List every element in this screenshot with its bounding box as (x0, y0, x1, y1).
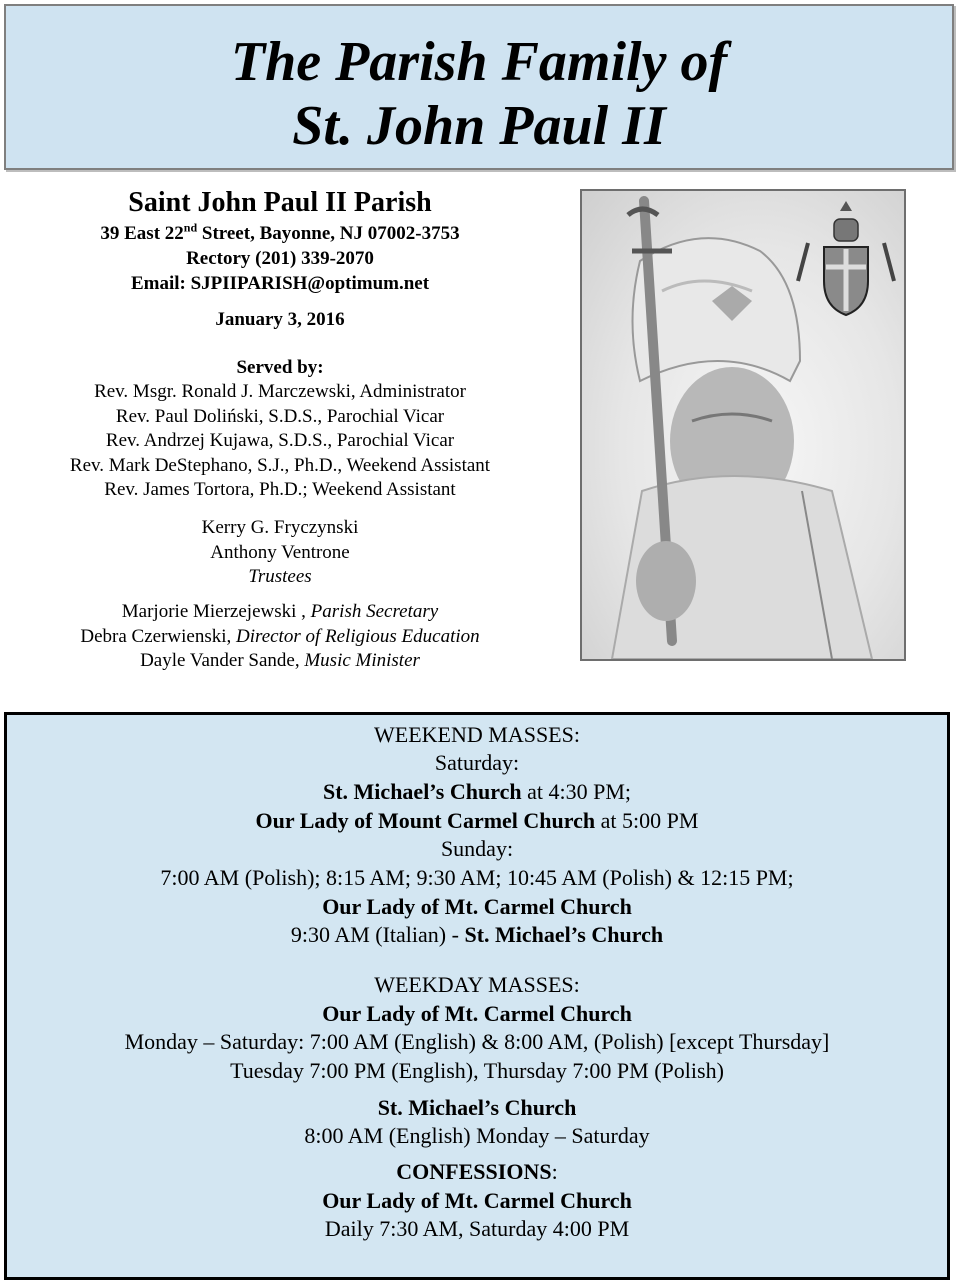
title-banner (4, 4, 954, 170)
sunday-italian-line: 9:30 AM (Italian) - St. Michael’s Church (290, 922, 664, 947)
saturday-label: Saturday: (434, 750, 520, 775)
staff-member: Dayle Vander Sande, Music Minister (140, 650, 420, 671)
papal-coat-of-arms-icon (798, 201, 894, 315)
saturday-line-2: Our Lady of Mount Carmel Church at 5:00 PM (255, 808, 699, 833)
weekend-masses-heading: WEEKEND MASSES: (374, 722, 580, 747)
clergy-heading: Served by: (236, 357, 324, 378)
clergy-member: Rev. James Tortora, Ph.D.; Weekend Assistant (104, 479, 456, 500)
trustee-name: Anthony Ventrone (210, 541, 350, 563)
weekday-masses-heading: WEEKDAY MASSES: (374, 972, 580, 997)
staff-member: Debra Czerwienski, Director of Religious Education (80, 625, 480, 647)
bulletin-date: January 3, 2016 (215, 309, 345, 330)
saturday-line-1: St. Michael’s Church at 4:30 PM; (322, 779, 632, 804)
clergy-list (40, 380, 520, 503)
parish-email: Email: SJPIIPARISH@optimum.net (130, 273, 430, 294)
trustees-block (40, 516, 520, 590)
staff-member: Marjorie Mierzejewski , Parish Secretary (121, 601, 439, 622)
clergy-member: Rev. Andrzej Kujawa, S.D.S., Parochial Vicar (105, 430, 455, 451)
weekday-church-1: Our Lady of Mt. Carmel Church (322, 1001, 632, 1026)
trustees-label: Trustees (248, 566, 312, 587)
weekday-line-1: Monday – Saturday: 7:00 AM (English) & 8:00 AM, (Polish) [except Thursday] (124, 1029, 830, 1054)
confessions-times: Daily 7:30 AM, Saturday 4:00 PM (324, 1216, 630, 1241)
staff-block (20, 600, 540, 674)
weekday-church-2: St. Michael’s Church (377, 1095, 577, 1120)
clergy-member: Rev. Mark DeStephano, S.J., Ph.D., Weekend Assistant (69, 454, 491, 476)
sunday-times: 7:00 AM (Polish); 8:15 AM; 9:30 AM; 10:45 AM (Polish) & 12:15 PM; (160, 865, 794, 890)
mass-schedule-box (4, 712, 950, 1280)
parish-name: Saint John Paul II Parish (128, 187, 432, 218)
clergy-member: Rev. Paul Doliński, S.D.S., Parochial Vicar (115, 405, 445, 427)
page-title-line-1: The Parish Family of (230, 31, 728, 93)
weekday-line-3: 8:00 AM (English) Monday – Saturday (304, 1123, 650, 1148)
sunday-church: Our Lady of Mt. Carmel Church (322, 894, 632, 919)
page-title-line-2: St. John Paul II (292, 95, 666, 157)
rectory-phone: Rectory (201) 339-2070 (186, 248, 374, 269)
confessions-heading: CONFESSIONS: (396, 1159, 558, 1184)
parish-address: 39 East 22nd Street, Bayonne, NJ 07002-3753 (100, 220, 460, 244)
sunday-label: Sunday: (440, 836, 514, 861)
clergy-member: Rev. Msgr. Ronald J. Marczewski, Administrator (94, 381, 466, 402)
trustee-name: Kerry G. Fryczynski (201, 517, 359, 538)
pope-portrait-image (580, 189, 906, 661)
weekday-line-2: Tuesday 7:00 PM (English), Thursday 7:00 PM (Polish) (230, 1058, 724, 1083)
confessions-church: Our Lady of Mt. Carmel Church (322, 1188, 632, 1213)
